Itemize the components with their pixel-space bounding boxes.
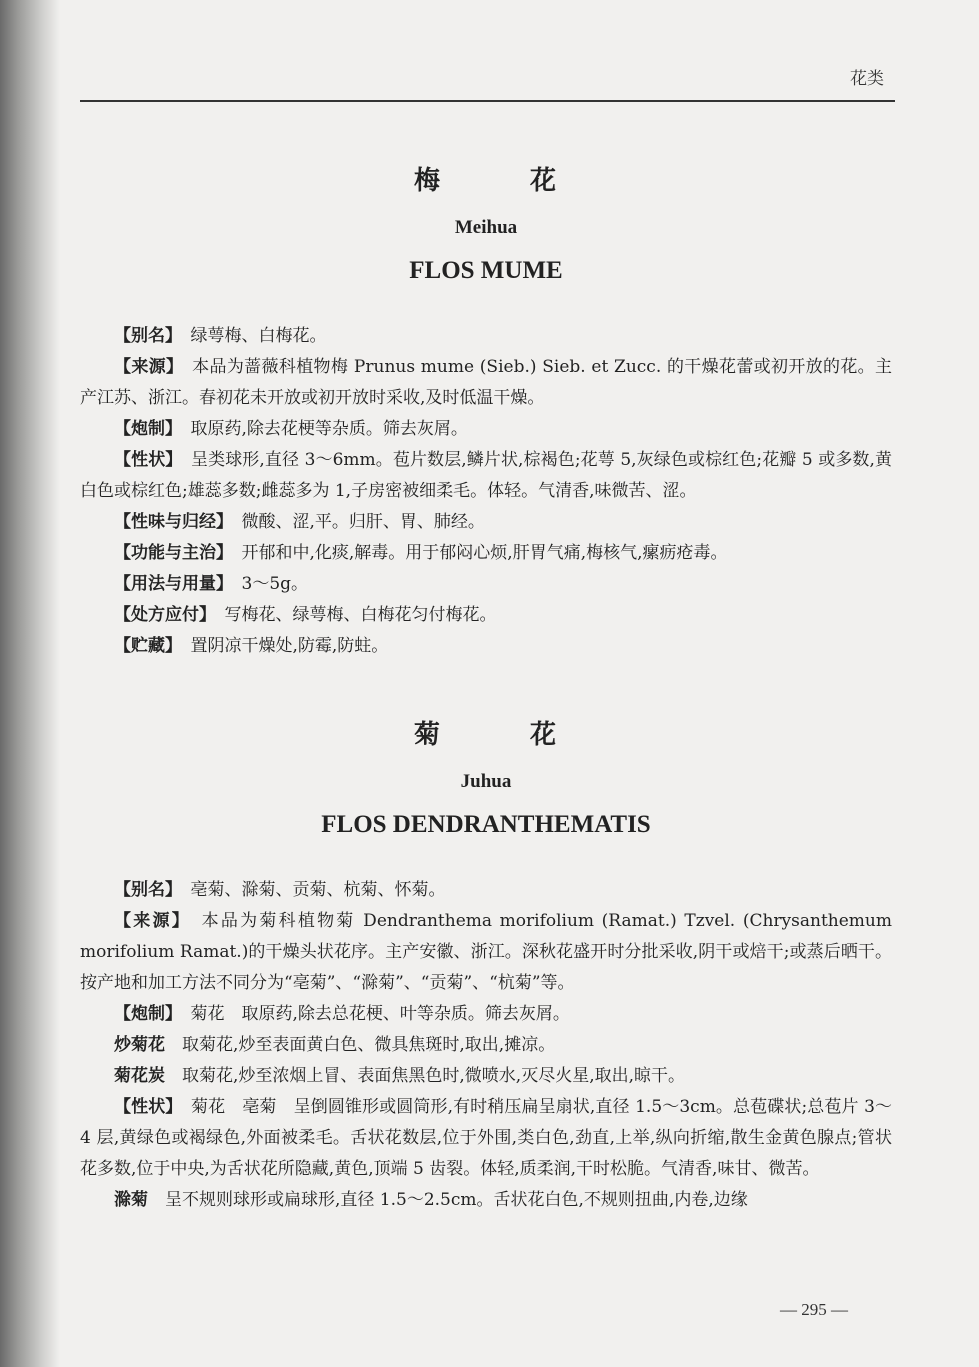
- entry-paragraph: 【功能与主治】 开郁和中,化痰,解毒。用于郁闷心烦,肝胃气痛,梅核气,瘰疬疮毒。: [114, 543, 728, 563]
- section-meihua: [80, 160, 892, 662]
- entry-paragraph: 【处方应付】 写梅花、绿萼梅、白梅花匀付梅花。: [114, 605, 497, 625]
- book-spine-shadow: [0, 0, 60, 1367]
- entry-paragraph: 【别名】 绿萼梅、白梅花。: [114, 326, 327, 346]
- entry-paragraph: 【性状】 呈类球形,直径 3～6mm。苞片数层,鳞片状,棕褐色;花萼 5,灰绿色或棕红色;花瓣 5 或多数,黄白色或棕红色;雄蕊多数;雌蕊多为 1,子房密被细柔毛。体轻。气清香,味微苦、涩。: [80, 450, 893, 501]
- entry-paragraph: 【用法与用量】 3～5g。: [114, 574, 309, 594]
- section-title-latin: FLOS DENDRANTHEMATIS: [321, 811, 651, 838]
- section-title-latin: FLOS MUME: [409, 257, 563, 284]
- section-title-cn: 梅 花: [413, 166, 588, 196]
- section-title-pinyin: Juhua: [460, 771, 512, 792]
- entry-paragraph: 炒菊花 取菊花,炒至表面黄白色、微具焦斑时,取出,摊凉。: [114, 1035, 556, 1055]
- section-title-pinyin: Meihua: [454, 217, 518, 238]
- running-header: 花类: [850, 69, 884, 89]
- entry-paragraph: 【别名】 亳菊、滁菊、贡菊、杭菊、怀菊。: [114, 880, 446, 900]
- page-content: [80, 110, 892, 1216]
- entry-paragraph: 菊花炭 取菊花,炒至浓烟上冒、表面焦黑色时,微喷水,灭尽火星,取出,晾干。: [114, 1066, 686, 1086]
- entry-paragraph: 【炮制】 菊花 取原药,除去总花梗、叶等杂质。筛去灰屑。: [114, 1004, 570, 1024]
- entry-paragraph: 【来源】 本品为蔷薇科植物梅 Prunus mume (Sieb.) Sieb. et Zucc. 的干燥花蕾或初开放的花。主产江苏、浙江。春初花未开放或初开放时采收,及时低温干燥。: [80, 357, 892, 408]
- page-number: — 295 —: [780, 1300, 848, 1319]
- section-title-cn: 菊 花: [413, 720, 588, 750]
- section-juhua: [80, 714, 892, 1216]
- entry-paragraph: 【来源】 本品为菊科植物菊 Dendranthema morifolium (Ramat.) Tzvel. (Chrysanthemum morifolium Ramat.)的干燥头状花序。主产安徽、浙江。深秋花盛开时分批采收,阴干或焙干;或蒸后晒干。按产地和加工方法不同分为“亳菊”、“滁菊”、“贡菊”、“杭菊”等。: [80, 911, 892, 993]
- entry-paragraph: 滁菊 呈不规则球形或扁球形,直径 1.5～2.5cm。舌状花白色,不规则扭曲,内卷,边缘: [114, 1190, 748, 1210]
- entry-paragraph: 【性味与归经】 微酸、涩,平。归肝、胃、肺经。: [114, 512, 485, 532]
- entry-paragraph: 【炮制】 取原药,除去花梗等杂质。筛去灰屑。: [114, 419, 468, 439]
- header-rule: [80, 100, 895, 102]
- entry-paragraph: 【性状】 菊花 亳菊 呈倒圆锥形或圆筒形,有时稍压扁呈扇状,直径 1.5～3cm。总苞碟状;总苞片 3～4 层,黄绿色或褐绿色,外面被柔毛。舌状花数层,位于外围,类白色,劲直,上举,纵向折缩,散生金黄色腺点;管状花多数,位于中央,为舌状花所隐藏,黄色,顶端 5 齿裂。体轻,质柔润,干时松脆。气清香,味甘、微苦。: [80, 1097, 893, 1179]
- entry-paragraph: 【贮藏】 置阴凉干燥处,防霉,防蛀。: [114, 636, 389, 656]
